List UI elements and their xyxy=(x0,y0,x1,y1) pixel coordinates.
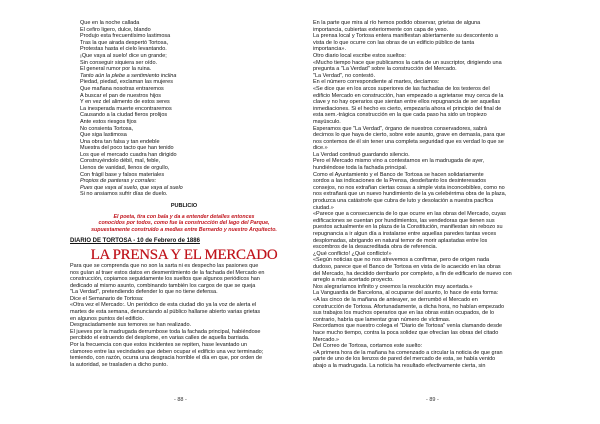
note-line: El poeta, tira con bala y da a entender detalles entonces xyxy=(113,214,255,221)
poem-line: Protestas hasta el cielo levantando. xyxy=(80,46,167,53)
body-line: Nos alegraríamos infinito y creemos la resolución muy acertada.» xyxy=(313,283,473,290)
poem-line: Que siga lastimosa xyxy=(80,132,127,139)
poem-line: Muestra del poco tacto que han tenido xyxy=(80,145,174,152)
body-line: Dice el Semanario de Tortosa: xyxy=(70,295,144,302)
body-line: En la parte que mira al río hemos podido observar, grietas de alguna xyxy=(313,20,481,26)
article-title: LA PRENSA Y EL MERCADO xyxy=(90,246,278,263)
body-line: puestos actualmente en la plaza de la Constitución, manifiestan sin rebozo su xyxy=(313,224,503,231)
poem-line: Sin conseguir siquiera ser oído. xyxy=(80,59,158,66)
body-line: «Otra vez el Mercado:. Un periódico de esta ciudad dio ya la voz de alerta el xyxy=(70,302,257,309)
body-line: escombros de la desacreditada obra de referencia. xyxy=(313,244,438,251)
body-line: «A las cinco de la mañana de anteayer, se derrumbó el Mercado en xyxy=(313,296,478,303)
poem-line: Piedad, piedad, exclaman las mujeres xyxy=(80,79,173,86)
dateline: DIARIO DE TORTOSA - 10 de Febrero de 1886 xyxy=(70,237,200,244)
left-page xyxy=(70,20,298,368)
poem-line: Una obra tan falsa y tan endeble xyxy=(80,138,160,145)
body-line: repugnancia a ir algun día a instalarse entre aquellas paredes tantas veces xyxy=(313,231,497,237)
body-line: «Parece que a consecuencia de lo que ocurre en las obras del Mercado, cuyas xyxy=(313,211,506,218)
body-line: hundiéndose toda la fachada principal. xyxy=(313,165,408,172)
body-line: temiendo, con razón, ocurra una desgracia horrible el día en que, por orden de xyxy=(70,355,263,362)
poem-line: El general rumor por la ruina. xyxy=(80,66,152,73)
poem-line: Pues que vaya al suelo, que vaya al suelo xyxy=(80,184,183,191)
article-body xyxy=(70,263,298,369)
poem-line: Con frágil base y falsos materiales xyxy=(80,171,165,178)
right-page xyxy=(313,20,549,369)
body-line: nos extrañará que un nuevo hundimiento de la ya celebérrima obra de la plaza, xyxy=(313,191,507,198)
body-line: ¿Qué conflicto! ¿Qué conflicto!» xyxy=(313,250,392,257)
body-line: arreglo a más acertado proyecto. xyxy=(313,277,394,284)
body-line: Desgraciadamente sus temores se han realizado. xyxy=(70,322,192,329)
poem-line: Produjo esta frecuentísimo lastimosa xyxy=(80,33,171,40)
body-line: decirnos lo que haya de cierto, sobre este asunto, grave en demasía, para que xyxy=(313,132,506,139)
body-line: del Mercado, ha decidido derribarlo por completo, a fin de edificarlo de nuevo con xyxy=(313,270,512,277)
body-line: importancia, cubiertas exteriormente con capa de yeso. xyxy=(313,26,449,33)
poem-line: Que en la noche callada xyxy=(80,20,140,26)
body-line: consejos, no nos extrañan ciertas cosas a simple vista inconcebibles, como no xyxy=(313,184,505,191)
note-line: supuestamente construido a medias entre Bernardo y nuestro Arquitecto. xyxy=(91,226,277,233)
editor-note xyxy=(70,214,298,233)
body-line: sus trabajos los muchos operarios que en las obras están ocupados, de lo xyxy=(313,310,494,317)
body-line: en algunos puntos del edificio. xyxy=(70,315,144,322)
poem-line: Tras la que airada despertó Tortosa, xyxy=(80,39,169,46)
body-line: construcción de Tortosa. Afortunadamente, a dicha hora, no habían empezado xyxy=(313,303,504,310)
right-page-body xyxy=(313,20,549,369)
body-line: desplomadas, abrigando en natural temor de morir aplastadas entre los xyxy=(313,237,488,244)
body-line: «A primera hora de la mañana ha comenzado a circular la noticia de que gran xyxy=(313,349,503,356)
body-line: Del Correo de Tortosa, cortamos este suelto: xyxy=(313,343,423,350)
body-line: nos guían al traer estos datos en desmentimiento de la fachada del Mercado en xyxy=(70,269,265,276)
body-line: contrario, habría que lamentar gran número de víctimas. xyxy=(313,316,451,323)
poem-line: Propios de panteras y corrales: xyxy=(80,178,157,185)
poem-signature: PUBLICIO xyxy=(170,203,198,210)
body-line: Para que se comprenda que no son la sarta ni es despecho las pasiones que xyxy=(70,262,259,269)
body-line: «Según noticias que no nos atrevemos a confirmar, pero de origen nada xyxy=(313,257,490,264)
body-line: Recordamos que nuestro colega el "Diario de Tortosa" venía clamando desde xyxy=(313,323,503,330)
poem-line: Si no ansiamos sufrir días de duelo. xyxy=(80,191,168,198)
body-line: Pero el Mercado mismo vino a contestarnos en la madrugada de ayer, xyxy=(313,158,485,165)
body-line: "La Verdad", no contestó. xyxy=(313,72,376,79)
poem-line: Causando a la ciudad fieros prolijos xyxy=(80,112,168,119)
body-line: martes de esta semana, denunciando al público hallarse abierto varias grietas xyxy=(70,309,261,316)
body-line: mayúsculo. xyxy=(313,118,341,125)
body-line: El jueves por la madrugada derrumbose toda la fachada principal, habiéndose xyxy=(70,328,261,335)
poem-line: Construyéndolo débil, mal, feble, xyxy=(80,158,161,165)
body-line: dedicado al mismo asunto, combinando también los cargos de que se queja xyxy=(70,282,256,289)
body-line: nos contemos de él sin tener una completa seguridad que es verdad lo que se xyxy=(313,138,504,145)
body-line: sordos a las indicaciones de la Prensa, desde/tanto los desinteresados xyxy=(313,178,487,185)
body-line: Por la frecuencia con que estos incidentes se repiten, hase levantado un xyxy=(70,342,248,349)
page-number-right: - 89 - xyxy=(426,397,439,403)
body-line: esta sem.-trágica construcción en la que cada paso ha sido un tropiezo xyxy=(313,112,487,119)
body-line: clamoreo entre las vecindades que deben ocupar el edificio una vez terminado; xyxy=(70,348,264,355)
note-line: conocidos por todos, como fue la construcción del lago del Parque, xyxy=(98,220,270,227)
poem-line: Los que el mercado cuadra han dirigido xyxy=(80,151,177,158)
body-line: pregunta a "La Verdad" sobre la construcción del Mercado. xyxy=(313,66,457,73)
poem-line: Y en vez del alimento de estos seres xyxy=(80,99,170,106)
poem-line: La inesperada muerte encontraremos xyxy=(80,105,172,112)
body-line: ciudad.» xyxy=(313,204,334,211)
body-line: percibido el estruendo del desplome, en varias calles de aquella barriada. xyxy=(70,335,250,342)
body-line: «Se dice que en los arcos superiores de las fachadas de los testeros del xyxy=(313,85,490,92)
poem-line: Llenos de vanidad, llenos de orgullo, xyxy=(80,165,170,172)
body-line: Como el Ayuntamiento y el Banco de Tortosa se hacen solidariamente xyxy=(313,171,484,178)
poem-line: Ante estos riesgos fijos xyxy=(80,118,137,125)
page-number-left: - 88 - xyxy=(174,397,187,403)
poem-line: ¡Que vaya al suelo! dice un grande; xyxy=(80,52,167,59)
poem-line: Que mañana nosotras entraremos xyxy=(80,85,164,92)
body-line: hace mucho tiempo, contra la poca solidez que ofrecían las obras del citado xyxy=(313,329,499,336)
body-line: importancia». xyxy=(313,46,347,53)
body-line: La Vanguardia de Barcelona, al ocuparse del asunto, lo hace de esta forma: xyxy=(313,290,499,297)
body-line: inmediaciones. Si el hecho es cierto, empezaría ahora el principio del final de xyxy=(313,105,502,112)
body-line: edificaciones se cuentan por hundimientos, las vendedoras que tienen sus xyxy=(313,217,495,224)
poem-line: Tanto aún la plebe a sentimiento inclina xyxy=(80,72,177,79)
body-line: Otro diario local escribe estos sueltos: xyxy=(313,52,406,59)
body-line: parte de uno de los lienzos de pared del mercado de esta, se había venido xyxy=(313,356,496,363)
body-line: abajo a la madrugada. La noticia ha resultado efectivamente cierta, sin xyxy=(313,362,486,369)
body-line: construcción, copiamos seguidamente los sueltos que algunos periódicos han xyxy=(70,276,260,283)
poem-line: No consienta Tortosa, xyxy=(80,125,134,132)
poem xyxy=(70,20,298,198)
body-line: "La Verdad", pretendiendo defender lo que no tiene defensa. xyxy=(70,289,218,296)
body-line: En el número correspondiente al martes, decíamos: xyxy=(313,79,440,86)
body-line: clave y no hay operarios que sientan entre ellos repugnancia de ser aquellas xyxy=(313,99,501,106)
body-line: La Verdad continuó guardando silencio. xyxy=(313,151,410,158)
body-line: Mercado.» xyxy=(313,336,339,343)
body-line: produzca una catástrofe que cubra de luto y desolación a nuestra pacífica xyxy=(313,198,494,205)
poem-line: El cefiro ligero, dulce, blando xyxy=(80,26,151,33)
body-line: La prensa local y Tortosa entera manifiestan abiertamente su descontento a xyxy=(313,33,498,40)
body-line: la autoridad, se trasladen a dicho punto. xyxy=(70,361,168,368)
body-line: dudoso, parece que el Banco de Tortosa en vista de lo acaecido en las obras xyxy=(313,263,501,270)
body-line: edificio Mercado en construcción, han empezado a agrietarse muy cerca de la xyxy=(313,92,504,99)
body-line: dice.» xyxy=(313,145,328,152)
body-line: Esperamos que "La Verdad", órgano de nuestros conservadores, sabrá xyxy=(313,125,487,132)
poem-line: A buscar el pan de nuestros hijos xyxy=(80,92,162,99)
body-line: «Mucho tiempo hace que publicamos la carta de un suscriptor, dirigiendo una xyxy=(313,59,502,66)
body-line: vista de lo que ocurre con las obras de un edificio público de tanta xyxy=(313,39,475,46)
